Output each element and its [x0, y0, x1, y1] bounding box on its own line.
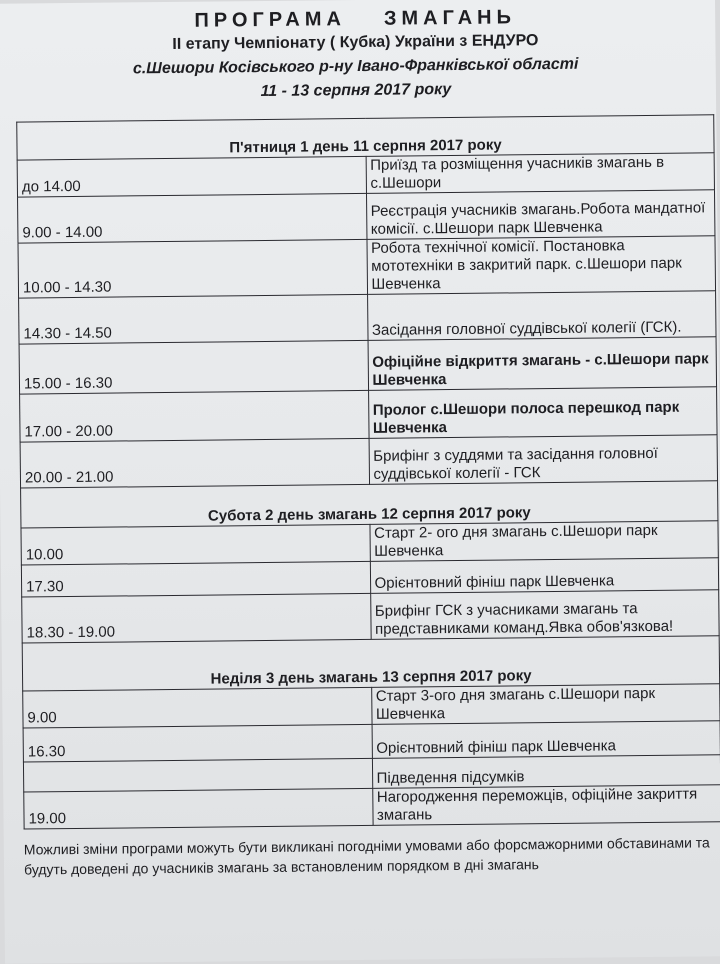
- schedule-event: Пролог с.Шешори полоса перешкод парк Шевченка: [368, 387, 717, 439]
- schedule-row: [19, 291, 716, 344]
- schedule-time: 14.30 - 14.50: [19, 294, 368, 344]
- schedule-event: Брифінг ГСК з учасниками змагань та представниками команд.Явка обов'язкова!: [370, 590, 719, 640]
- schedule-time: 19.00: [24, 788, 373, 829]
- schedule-event: Реєстрація учасників змагань.Робота мандатної комісії. с.Шешори парк Шевченка: [366, 190, 715, 240]
- day-heading: П'ятниця 1 день 11 серпня 2017 року: [17, 115, 714, 160]
- document-subtitle: ІІ етапу Чемпіонату ( Кубка) України з ЕНДУРО: [172, 32, 539, 53]
- day-heading-row: [22, 636, 719, 691]
- schedule-row: [18, 190, 715, 243]
- schedule-event: Офіційне відкриття змагань - с.Шешори парк Шевченка: [368, 337, 717, 391]
- schedule-time: 17.30: [21, 561, 370, 597]
- document-dates: 11 - 13 серпня 2017 року: [260, 81, 452, 101]
- schedule-time: 9.00 - 14.00: [18, 193, 367, 243]
- schedule-time: 10.00 - 14.30: [18, 239, 367, 298]
- schedule-event: Орієнтовний фініш парк Шевченка: [370, 558, 719, 594]
- schedule-time: 17.00 - 20.00: [20, 390, 369, 442]
- schedule-event: Брифінг з суддями та засідання головної суддівської колегії - ГСК: [369, 435, 718, 485]
- schedule-row: [18, 236, 716, 298]
- schedule-event: Старт 3-ого дня змагань с.Шешори парк Шевченка: [371, 684, 720, 725]
- schedule-time: 16.30: [23, 724, 372, 762]
- schedule-row: [20, 435, 717, 488]
- document-title: [0, 4, 715, 35]
- schedule-row: [19, 337, 716, 394]
- schedule-event: Засідання головної суддівської колегії (ГСК).: [367, 291, 716, 341]
- schedule-time: 20.00 - 21.00: [20, 438, 369, 488]
- schedule-event: Орієнтовний фініш парк Шевченка: [372, 721, 720, 759]
- schedule-row: [20, 387, 717, 442]
- schedule-time: 15.00 - 16.30: [19, 340, 368, 394]
- day-heading: Субота 2 день змагань 12 серпня 2017 року: [21, 481, 718, 528]
- schedule-event: Старт 2- ого дня змагань с.Шешори парк Шевченка: [369, 521, 718, 562]
- title-word-zmagan: ЗМАГАНЬ: [383, 6, 517, 30]
- schedule-time: 18.30 - 19.00: [22, 593, 371, 643]
- footnote: Можливі зміни програми можуть бути викликані погодніми умовами або форсмажорними обставинами та будуть доведені до учасників змагань за встановленим порядком в дні змагань: [23, 834, 710, 878]
- document-location: с.Шешори Косівського р-ну Івано-Франківської області: [132, 55, 579, 78]
- schedule-time: до 14.00: [17, 156, 366, 197]
- schedule-row: [24, 785, 720, 829]
- schedule-table: [16, 114, 720, 829]
- schedule-row: [22, 590, 719, 643]
- schedule-event: Робота технічної комісії. Постановка мототехніки в закритий парк. с.Шешори парк Шевченка: [366, 236, 715, 295]
- title-word-programa: ПРОГРАМА: [194, 8, 347, 32]
- day-heading: Неділя 3 день змагань 13 серпня 2017 року: [22, 636, 719, 691]
- schedule-event: Нагородження переможців, офіційне закриття змагань: [372, 785, 720, 826]
- schedule-event: Підведення підсумків: [372, 755, 720, 789]
- schedule-time: [23, 758, 372, 792]
- schedule-event: Приїзд та розміщення учасників змагань в с.Шешори: [366, 153, 715, 194]
- schedule-time: 10.00: [21, 524, 370, 565]
- schedule-time: 9.00: [23, 687, 372, 728]
